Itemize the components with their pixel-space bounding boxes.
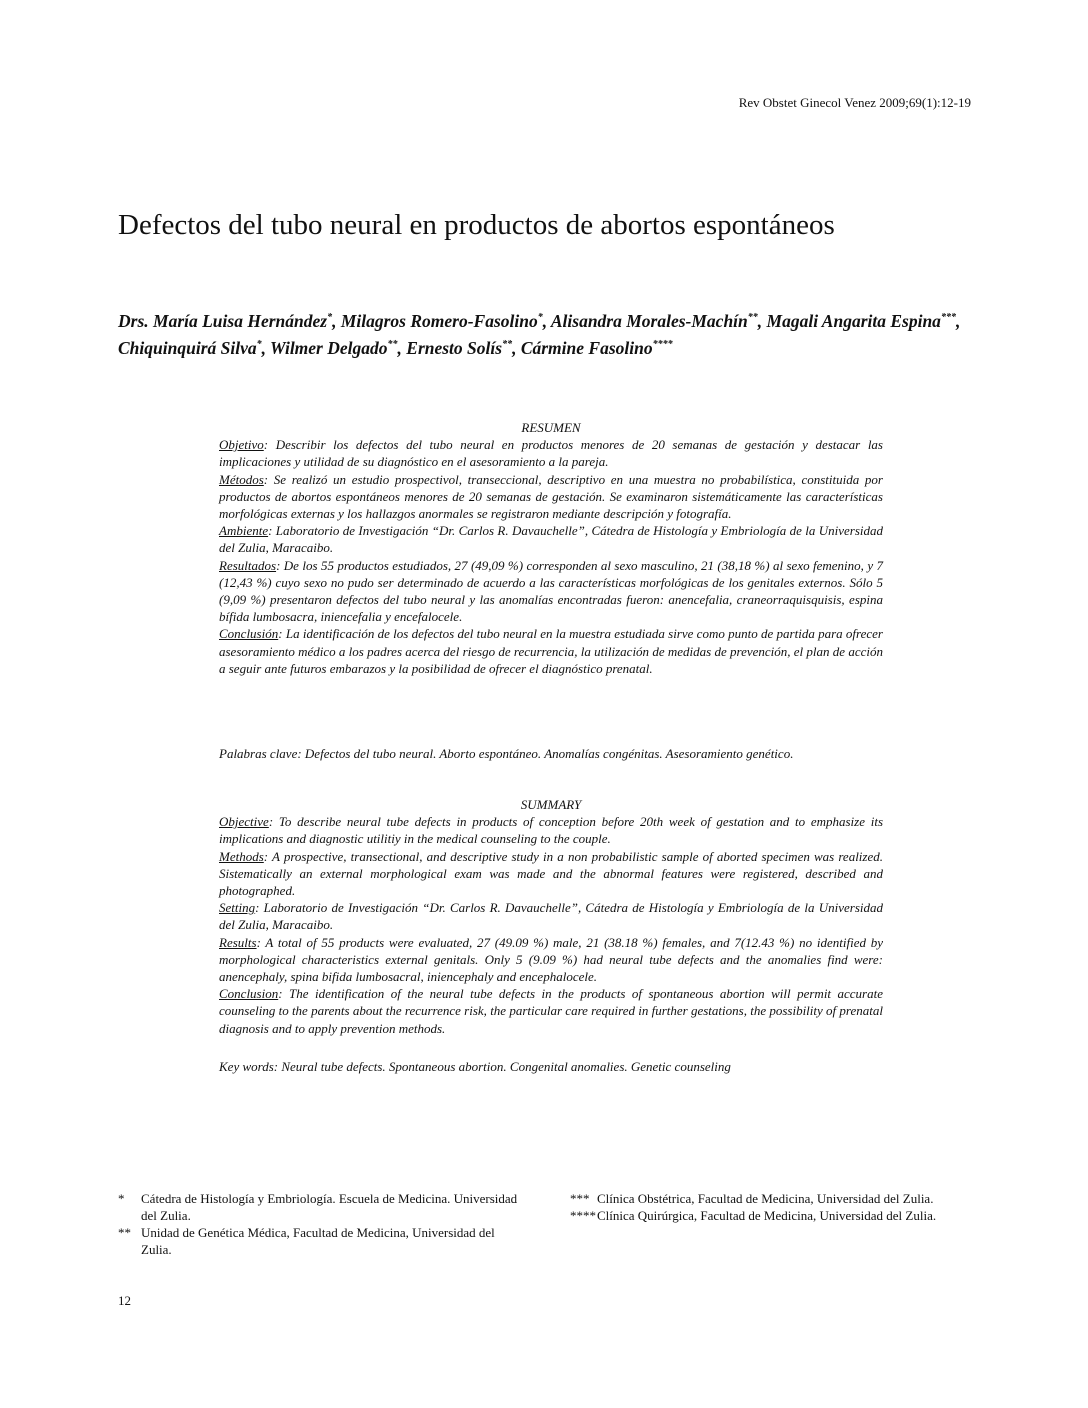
key-words: Key words: Neural tube defects. Spontaneous abortion. Congenital anomalies. Genetic counseling (219, 1059, 731, 1074)
author: Wilmer Delgado**, (270, 337, 407, 358)
summary-methods: Methods: A prospective, transectional, and descriptive study in a non probabilistic sample of aborted specimen was realized. Sistematically an external morphological exam was made and the abnormal features were registered, described and photographed. (219, 848, 883, 899)
author: Chiquinquirá Silva*, (118, 337, 271, 358)
summary-block (219, 796, 883, 1037)
article-title: Defectos del tubo neural en productos de abortos espontáneos (118, 209, 835, 241)
footnote: *** Clínica Obstétrica, Facultad de Medicina, Universidad del Zulia. (570, 1191, 934, 1206)
resumen-block (219, 419, 883, 677)
author: Magali Angarita Espina***, (766, 310, 961, 331)
summary-setting: Setting: Laboratorio de Investigación “Dr. Carlos R. Davauchelle”, Cátedra de Histología y Embriología de la Universidad del Zulia, Maracaibo. (219, 900, 883, 933)
resumen-conclusion: Conclusión: La identificación de los defectos del tubo neural en la muestra estudiada sirve como punto de partida para ofrecer asesoramiento médico a los padres acerca del riesgo de recurrencia, la utilización de medidas de prevención, el plan de acción a seguir ante futuros embarazos y la posibilidad de ofrecer el diagnóstico prenatal. (219, 626, 883, 676)
footnote: **** Clínica Quirúrgica, Facultad de Medicina, Universidad del Zulia. (570, 1208, 937, 1223)
summary-conclusion: Conclusion: The identification of the neural tube defects in the products of spontaneous abortion will permit accurate counseling to the parents about the recurrence risk, the particular care required in further gestations, the possibility of prenatal diagnosis and to apply prevention methods. (219, 986, 883, 1036)
author: Milagros Romero-Fasolino*, (340, 310, 551, 331)
author: Alisandra Morales-Machín**, (550, 310, 767, 331)
resumen-resultados: Resultados: De los 55 productos estudiados, 27 (49,09 %) corresponden al sexo masculino, 21 (38,18 %) al sexo femenino, y 7 (12,43 %) cuyo sexo no pudo ser determinado de acuerdo a las características morfológicas de los genitales externos. Sólo 5 (9,09 %) presentaron defectos del tubo neural y las anomalías encontradas fueron: anencefalia, craneorraquisquisis, espina bífida lumbosacra, iniencefalia y encefalocele. (219, 557, 883, 625)
author: Drs. María Luisa Hernández*, (118, 310, 341, 331)
resumen-ambiente: Ambiente: Laboratorio de Investigación “Dr. Carlos R. Davauchelle”, Cátedra de Histología y Embriología de la Universidad del Zulia, Maracaibo. (219, 523, 883, 556)
summary-objective: Objective: To describe neural tube defects in products of conception before 20th week of gestation and to emphasize its implications and diagnostic utilitiy in the medical counseling to the couple. (219, 814, 883, 847)
resumen-objetivo: Objetivo: Describir los defectos del tubo neural en productos menores de 20 semanas de gestación y destacar las implicaciones y utilidad de su diagnóstico en el asesoramiento a la pareja. (219, 437, 883, 470)
summary-results: Results: A total of 55 products were evaluated, 27 (49.09 %) male, 21 (38.18 %) females, and 7(12.43 %) no identified by morphological characteristics external genitals. Only 5 (9.09 %) had neural tube defects and the anomalies find were: anencephaly, spina bifida lumbosacral, iniencephaly and encephalocele. (219, 934, 883, 985)
resumen-heading: RESUMEN (521, 420, 581, 435)
author: Ernesto Solís**, (406, 337, 521, 358)
palabras-clave: Palabras clave: Defectos del tubo neural. Aborto espontáneo. Anomalías congénitas. Asesoramiento genético. (219, 746, 794, 761)
footnotes-left (118, 1190, 528, 1258)
resumen-metodos: Métodos: Se realizó un estudio prospectivol, transeccional, descriptivo en una muestra no probabilística, constituida por productos de abortos espontáneos menores de 20 semanas de gestación. Se examinaron sistemáticamente las características morfológicas externas y los hallazgos anormales se registraron mediante descripción y fotografía. (219, 471, 883, 522)
summary-heading: SUMMARY (520, 797, 582, 812)
footnotes-right (570, 1190, 975, 1224)
author: Cármine Fasolino**** (520, 337, 673, 358)
footnote: * Cátedra de Histología y Embriología. Escuela de Medicina. Universidad del Zulia. (118, 1191, 518, 1223)
author-list (118, 306, 978, 360)
page-number: 12 (118, 1293, 131, 1308)
footnote: ** Unidad de Genética Médica, Facultad de Medicina, Universidad del Zulia. (118, 1225, 495, 1257)
journal-citation: Rev Obstet Ginecol Venez 2009;69(1):12-19 (738, 95, 971, 110)
